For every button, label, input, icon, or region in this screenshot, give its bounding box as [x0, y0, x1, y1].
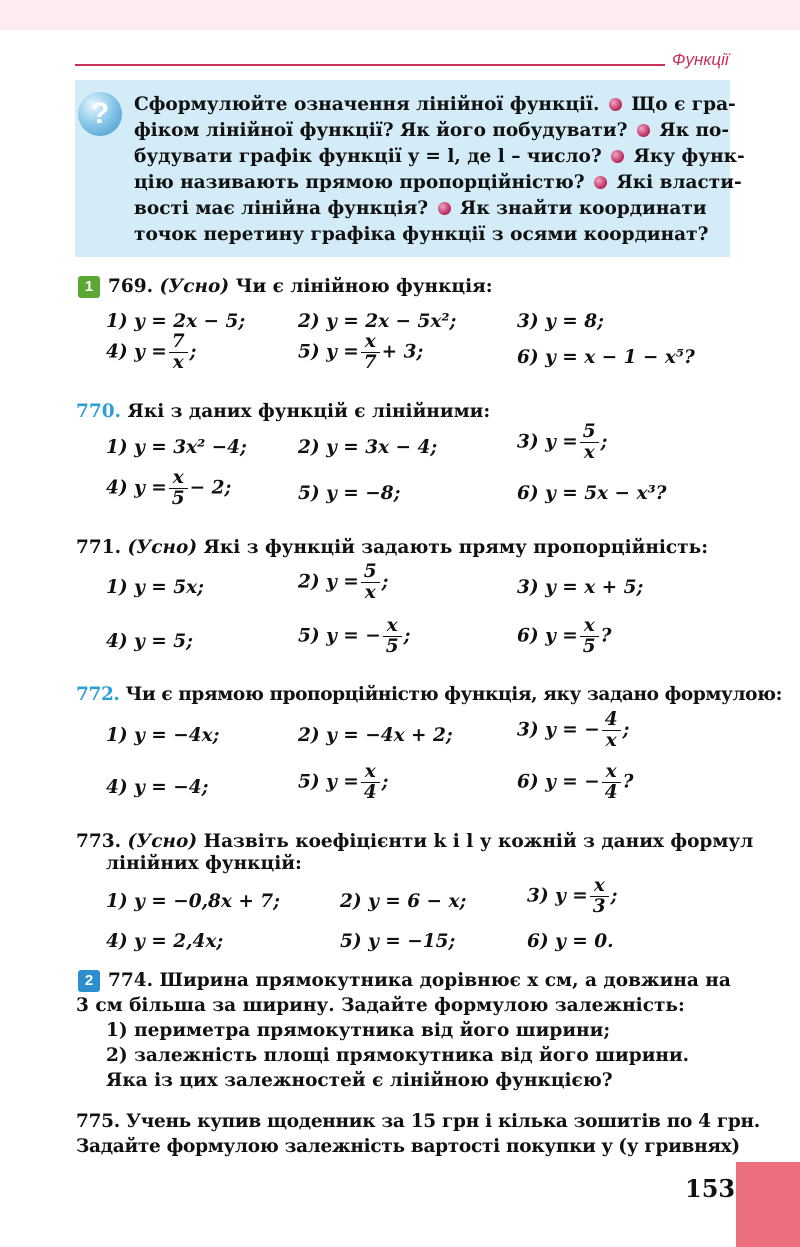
formula: 1) y = −4x; [106, 725, 220, 746]
formula: 1) y = 2x − 5; [106, 311, 246, 332]
section-title: Функції [672, 50, 729, 69]
formula: 3) y = $\frac{x}{3}$ ; [527, 875, 618, 917]
exercise-773-title: 773. (Усно) Назвіть коефіцієнти k і l у кожній з даних формул [76, 831, 754, 852]
formula: 1) y = 5x; [106, 577, 204, 598]
fraction: $\frac{x}{7}$ [361, 332, 380, 373]
question-line: будувати графік функції y = l, де l – число? Яку функ- [134, 146, 745, 167]
formula: 2) y = 6 − x; [340, 891, 467, 912]
formula: 2) y = 2x − 5x²; [298, 311, 457, 332]
fraction: $\frac{5}{x}$ [580, 422, 599, 463]
question-line: вості має лінійна функція? Як знайти координати [134, 198, 707, 219]
formula: 6) y = $\frac{x}{5}$ ? [517, 615, 612, 657]
formula: 6) y = 5x − x³? [517, 483, 667, 504]
bullet-icon [594, 176, 607, 189]
page-corner-tab [736, 1162, 800, 1247]
fraction: $\frac{x}{4}$ [602, 762, 621, 803]
exercise-773-text: лінійних функцій: [106, 853, 302, 874]
question-line: фіком лінійної функції? Як його побудувати? Як по- [134, 120, 730, 141]
exercise-774-text: 3 см більша за ширину. Задайте формулою залежність: [76, 995, 685, 1016]
top-band [0, 0, 800, 30]
exercise-771-title: 771. (Усно) Які з функцій задають пряму пропорційність: [76, 537, 709, 558]
fraction: $\frac{4}{x}$ [602, 710, 621, 751]
question-icon: ? [78, 92, 122, 136]
formula: 5) y = −8; [298, 483, 401, 504]
formula: 5) y = − $\frac{x}{5}$ ; [298, 615, 411, 657]
exercise-769-title: 769. (Усно) Чи є лінійною функція: [108, 276, 493, 297]
formula: 6) y = x − 1 − x⁵? [517, 347, 695, 368]
formula: 4) y = 5; [106, 631, 193, 652]
formula: 6) y = 0. [527, 931, 614, 952]
bullet-icon [438, 202, 451, 215]
formula: 4) y = 2,4x; [106, 931, 224, 952]
exercise-774-text: Яка із цих залежностей є лінійною функцією? [106, 1070, 613, 1091]
bullet-icon [609, 98, 622, 111]
fraction: $\frac{x}{5}$ [169, 468, 188, 509]
formula: 4) y = $\frac{7}{x}$ ; [106, 331, 197, 373]
exercise-772-title: 772. Чи є прямою пропорційністю функція, яку задано формулою: [76, 684, 783, 705]
exercise-774-title: 774. Ширина прямокутника дорівнює x см, а довжина на [108, 970, 731, 991]
exercise-770-title: 770. Які з даних функцій є лінійними: [76, 401, 491, 422]
fraction: $\frac{x}{5}$ [383, 616, 402, 657]
bullet-icon [637, 124, 650, 137]
formula: 3) y = x + 5; [517, 577, 644, 598]
level-1-icon: 1 [78, 276, 100, 298]
formula: 5) y = $\frac{x}{7}$ + 3; [298, 331, 424, 373]
level-2-icon: 2 [78, 970, 100, 992]
formula: 5) y = $\frac{x}{4}$ ; [298, 761, 389, 803]
exercise-775-title: 775. Учень купив щоденник за 15 грн і кілька зошитів по 4 грн. [76, 1111, 760, 1132]
header-rule [75, 64, 665, 66]
formula: 2) y = −4x + 2; [298, 725, 453, 746]
fraction: $\frac{x}{4}$ [361, 762, 380, 803]
bullet-icon [611, 150, 624, 163]
formula: 3) y = $\frac{5}{x}$ ; [517, 421, 608, 463]
formula: 4) y = −4; [106, 777, 209, 798]
formula: 5) y = −15; [340, 931, 456, 952]
fraction: $\frac{x}{3}$ [590, 876, 609, 917]
question-line: Сформулюйте означення лінійної функції. Що є гра- [134, 94, 736, 115]
formula: 4) y = $\frac{x}{5}$ − 2; [106, 467, 232, 509]
fraction: $\frac{x}{5}$ [580, 616, 599, 657]
formula: 2) y = $\frac{5}{x}$ ; [298, 561, 389, 603]
question-line: точок перетину графіка функції з осями координат? [134, 224, 709, 245]
fraction: $\frac{5}{x}$ [361, 562, 380, 603]
formula: 2) y = 3x − 4; [298, 437, 438, 458]
exercise-774-text: 2) залежність площі прямокутника від його ширини. [106, 1045, 690, 1066]
exercise-775-text: Задайте формулою залежність вартості покупки y (у гривнях) [76, 1136, 740, 1157]
fraction: $\frac{7}{x}$ [169, 332, 188, 373]
exercise-774-text: 1) периметра прямокутника від його ширини; [106, 1020, 611, 1041]
formula: 1) y = −0,8x + 7; [106, 891, 280, 912]
formula: 3) y = 8; [517, 311, 604, 332]
formula: 1) y = 3x² −4; [106, 437, 247, 458]
formula: 3) y = − $\frac{4}{x}$ ; [517, 709, 630, 751]
formula: 6) y = − $\frac{x}{4}$ ? [517, 761, 634, 803]
page-number: 153 [685, 1174, 736, 1203]
question-line: цію називають прямою пропорційністю? Які власти- [134, 172, 742, 193]
